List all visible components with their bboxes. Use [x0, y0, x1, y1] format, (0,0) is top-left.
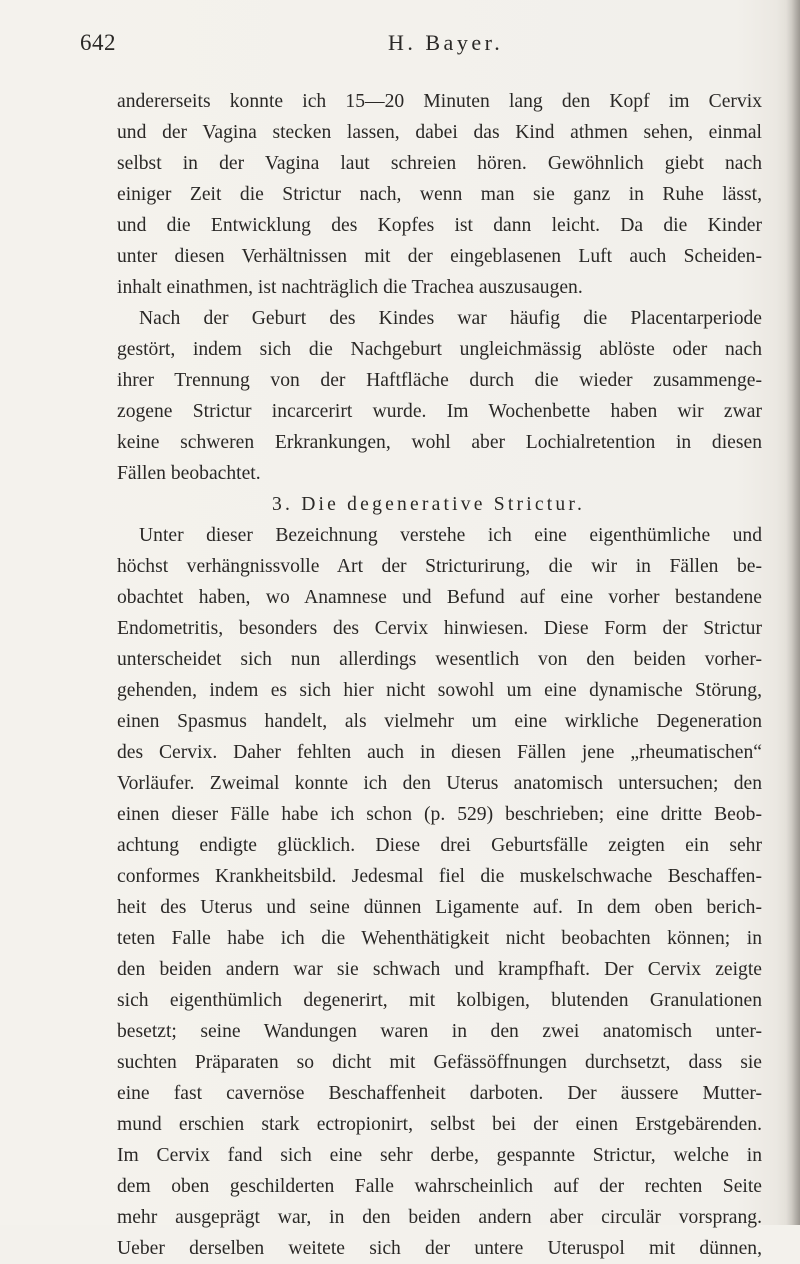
text-line: sich eigenthümlich degenerirt, mit kolbigen, blutenden Granulationen — [117, 990, 762, 1011]
text-line: achtung endigte glücklich. Diese drei Geburtsfälle zeigten ein sehr — [117, 835, 762, 856]
body-text — [117, 86, 762, 1264]
text-line: einen dieser Fälle habe ich schon (p. 529) beschrieben; eine dritte Beob- — [117, 804, 762, 825]
text-line: heit des Uterus und seine dünnen Ligamente auf. In dem oben berich- — [117, 897, 762, 918]
text-line: Endometritis, besonders des Cervix hinwiesen. Diese Form der Strictur — [117, 618, 762, 639]
text-line: Nach der Geburt des Kindes war häufig die Placentarperiode — [139, 308, 762, 329]
text-line: Im Cervix fand sich eine sehr derbe, gespannte Strictur, welche in — [117, 1145, 762, 1166]
text-line: selbst in der Vagina laut schreien hören. Gewöhnlich giebt nach — [117, 153, 762, 174]
text-line: unterscheidet sich nun allerdings wesentlich von den beiden vorher- — [117, 649, 762, 670]
text-line: andererseits konnte ich 15—20 Minuten lang den Kopf im Cervix — [117, 91, 762, 112]
running-head: H. Bayer. — [388, 30, 504, 55]
text-line: inhalt einathmen, ist nachträglich die Trachea auszusaugen. — [117, 277, 583, 298]
text-line: zogene Strictur incarcerirt wurde. Im Wochenbette haben wir zwar — [117, 401, 762, 422]
text-line: einen Spasmus handelt, als vielmehr um eine wirkliche Degeneration — [117, 711, 762, 732]
text-line: und die Entwicklung des Kopfes ist dann leicht. Da die Kinder — [117, 215, 762, 236]
text-line: einiger Zeit die Strictur nach, wenn man sie ganz in Ruhe lässt, — [117, 184, 762, 205]
page-edge-shadow — [786, 0, 800, 1225]
text-line: besetzt; seine Wandungen waren in den zwei anatomisch unter- — [117, 1021, 762, 1042]
text-line: teten Falle habe ich die Wehenthätigkeit nicht beobachten können; in — [117, 928, 762, 949]
text-line: conformes Krankheitsbild. Jedesmal fiel die muskelschwache Beschaffen- — [117, 866, 762, 887]
text-line: unter diesen Verhältnissen mit der eingeblasenen Luft auch Scheiden- — [117, 246, 762, 267]
text-line: den beiden andern war sie schwach und krampfhaft. Der Cervix zeigte — [117, 959, 762, 980]
text-line: ihrer Trennung von der Haftfläche durch die wieder zusammenge- — [117, 370, 762, 391]
text-line: obachtet haben, wo Anamnese und Befund auf eine vorher bestandene — [117, 587, 762, 608]
text-line: keine schweren Erkrankungen, wohl aber Lochialretention in diesen — [117, 432, 762, 453]
text-line: Unter dieser Bezeichnung verstehe ich eine eigenthümliche und — [139, 525, 762, 546]
text-line: gestört, indem sich die Nachgeburt ungleichmässig ablöste oder nach — [117, 339, 762, 360]
section-heading: 3. Die degenerative Strictur. — [272, 494, 586, 515]
text-line: des Cervix. Daher fehlten auch in diesen Fällen jene „rheumatischen“ — [117, 742, 762, 763]
text-line: Fällen beobachtet. — [117, 463, 261, 484]
text-line: und der Vagina stecken lassen, dabei das Kind athmen sehen, einmal — [117, 122, 762, 143]
text-line: eine fast cavernöse Beschaffenheit darboten. Der äussere Mutter- — [117, 1083, 762, 1104]
text-line: mehr ausgeprägt war, in den beiden andern aber circulär vorsprang. — [117, 1207, 762, 1228]
page-number: 642 — [80, 30, 116, 55]
text-line: höchst verhängnissvolle Art der Stricturirung, die wir in Fällen be- — [117, 556, 762, 577]
text-line: dem oben geschilderten Falle wahrscheinlich auf der rechten Seite — [117, 1176, 762, 1197]
page-header — [80, 30, 762, 70]
text-line: mund erschien stark ectropionirt, selbst bei der einen Erstgebärenden. — [117, 1114, 762, 1135]
text-line: Vorläufer. Zweimal konnte ich den Uterus anatomisch untersuchen; den — [117, 773, 762, 794]
text-line: Ueber derselben weitete sich der untere Uteruspol mit dünnen, — [117, 1238, 762, 1259]
text-line: gehenden, indem es sich hier nicht sowohl um eine dynamische Störung, — [117, 680, 762, 701]
text-line: suchten Präparaten so dicht mit Gefässöffnungen durchsetzt, dass sie — [117, 1052, 762, 1073]
